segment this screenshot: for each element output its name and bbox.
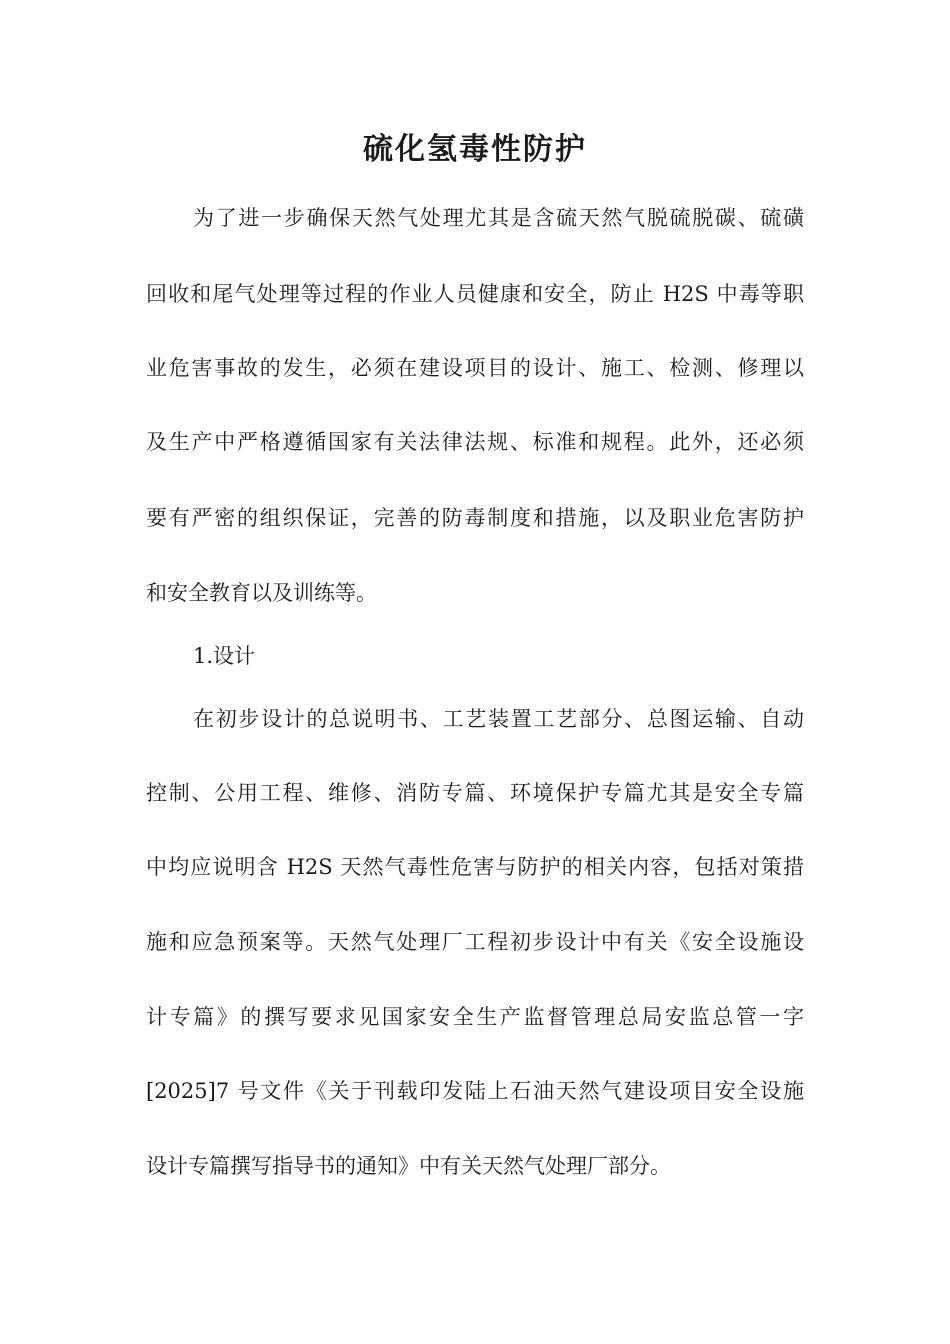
- paragraph-line: 控制、公用工程、维修、消防专篇、环境保护专篇尤其是安全专篇: [146, 781, 804, 805]
- paragraph-line: 要有严密的组织保证，完善的防毒制度和措施，以及职业危害防护: [146, 506, 804, 530]
- paragraph-line: 回收和尾气处理等过程的作业人员健康和安全，防止 H2S 中毒等职: [146, 282, 804, 306]
- paragraph-line: 为了进一步确保天然气处理尤其是含硫天然气脱硫脱碳、硫磺: [193, 206, 804, 230]
- paragraph-line: [2025]7 号文件《关于刊载印发陆上石油天然气建设项目安全设施: [146, 1079, 804, 1103]
- paragraph-line: 和安全教育以及训练等。: [146, 581, 377, 605]
- paragraph-line: 施和应急预案等。天然气处理厂工程初步设计中有关《安全设施设: [146, 930, 804, 954]
- paragraph-line: 中均应说明含 H2S 天然气毒性危害与防护的相关内容，包括对策措: [146, 855, 804, 879]
- document-title: 硫化氢毒性防护: [363, 132, 587, 167]
- paragraph-line: 计专篇》的撰写要求见国家安全生产监督管理总局安监总管一字: [146, 1005, 804, 1029]
- paragraph-line: 在初步设计的总说明书、工艺装置工艺部分、总图运输、自动: [193, 707, 804, 731]
- paragraph-line: 设计专篇撰写指导书的通知》中有关天然气处理厂部分。: [146, 1154, 671, 1178]
- section-heading-design: 1.设计: [193, 644, 256, 668]
- paragraph-line: 业危害事故的发生，必须在建设项目的设计、施工、检测、修理以: [146, 356, 804, 380]
- paragraph-line: 及生产中严格遵循国家有关法律法规、标准和规程。此外，还必须: [146, 430, 804, 454]
